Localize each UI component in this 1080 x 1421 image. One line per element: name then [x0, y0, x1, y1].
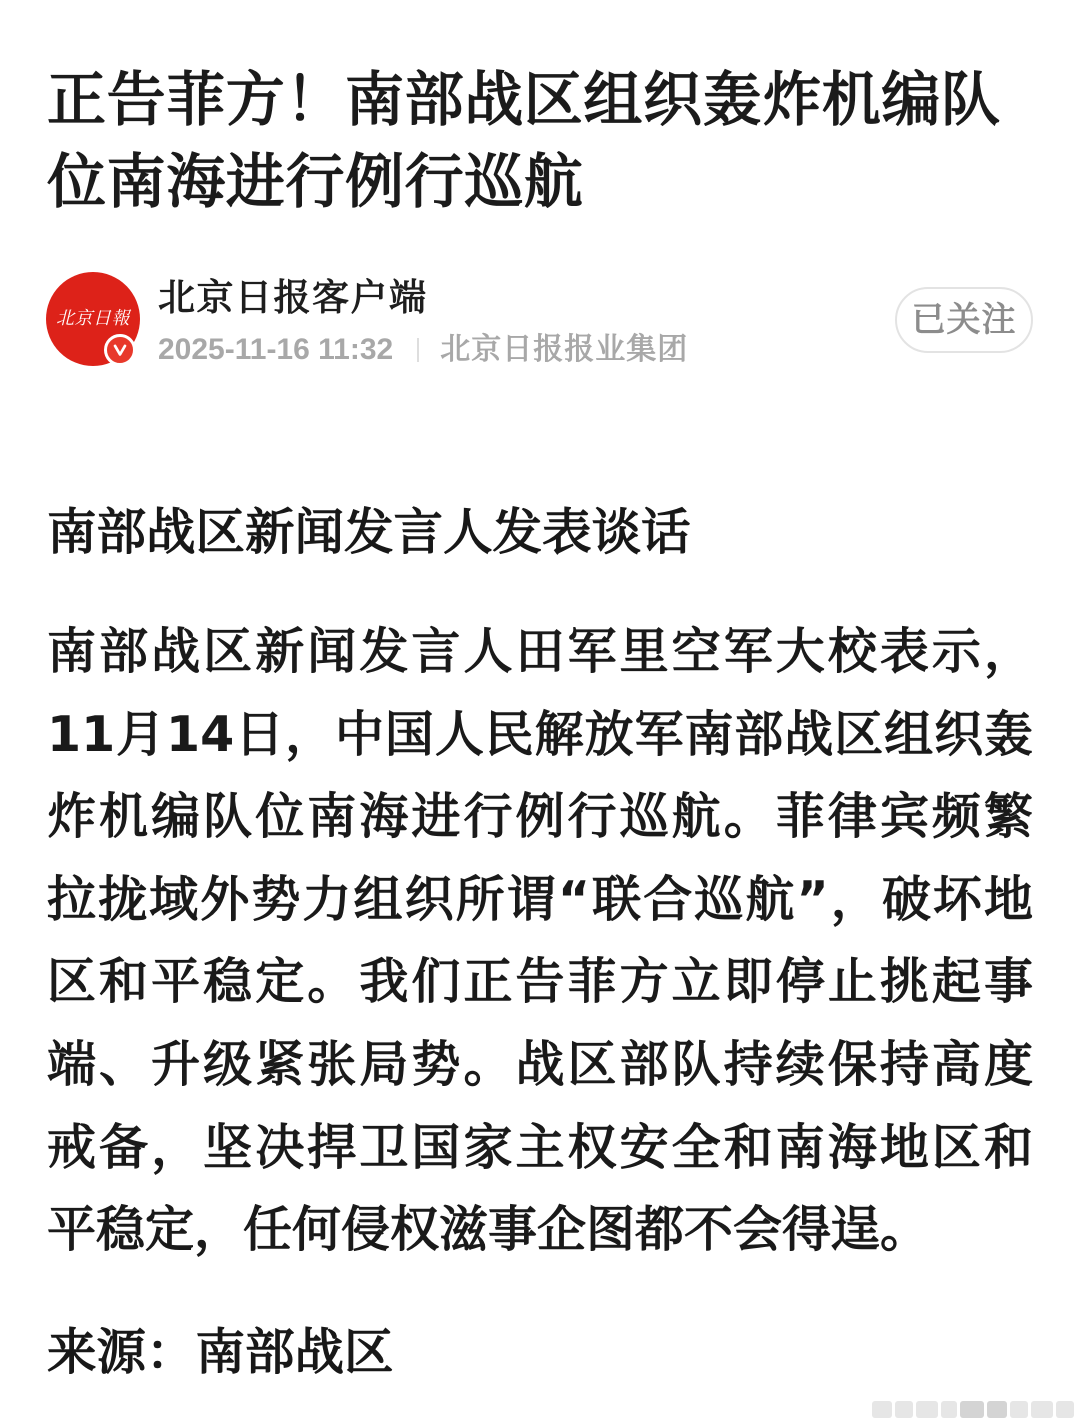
- watermark-segment: [1056, 1401, 1074, 1418]
- body-line: 端、升级紧张局势。战区部队持续保持高度: [47, 1035, 1033, 1093]
- body-line: 炸机编队位南海进行例行巡航。菲律宾频繁: [47, 788, 1033, 846]
- watermark-segment: [987, 1401, 1007, 1418]
- follow-button[interactable]: 已关注: [895, 287, 1033, 353]
- body-line: 区和平稳定。我们正告菲方立即停止挑起事: [47, 953, 1033, 1011]
- article-body: [47, 611, 1033, 1272]
- article-title: 正告菲方！南部战区组织轰炸机编队位南海进行例行巡航: [47, 65, 1001, 216]
- body-line: 平稳定，任何侵权滋事企图都不会得逞。: [47, 1201, 930, 1259]
- meta-divider: [417, 338, 419, 362]
- body-line: 南部战区新闻发言人田军里空军大校表示，: [47, 623, 1033, 680]
- publish-meta: [158, 330, 688, 370]
- body-line: 11月14日，中国人民解放军南部战区组织轰: [47, 705, 1033, 763]
- watermark-segment: [916, 1401, 938, 1418]
- watermark: [872, 1401, 1074, 1418]
- publish-time: 2025-11-16 11:32: [158, 333, 394, 366]
- publisher-org: 北京日报报业集团: [440, 332, 689, 367]
- body-line: 拉拢域外势力组织所谓“联合巡航”，破坏地: [47, 870, 1033, 928]
- publisher-avatar[interactable]: [46, 272, 140, 366]
- watermark-segment: [895, 1401, 913, 1418]
- author-name[interactable]: 北京日报客户端: [158, 276, 428, 319]
- watermark-segment: [1010, 1401, 1028, 1418]
- verified-v-icon: [111, 341, 129, 359]
- watermark-segment: [1031, 1401, 1053, 1418]
- watermark-segment: [872, 1401, 892, 1418]
- article-subheading: 南部战区新闻发言人发表谈话: [47, 503, 691, 561]
- article-source: 来源：南部战区: [47, 1323, 394, 1381]
- author-row: [0, 272, 1080, 372]
- verified-badge-icon: [104, 334, 136, 366]
- watermark-segment: [941, 1401, 957, 1418]
- publisher-logo: 北京日報: [56, 308, 130, 329]
- watermark-segment: [960, 1401, 984, 1418]
- body-line: 戒备，坚决捍卫国家主权安全和南海地区和: [47, 1118, 1033, 1176]
